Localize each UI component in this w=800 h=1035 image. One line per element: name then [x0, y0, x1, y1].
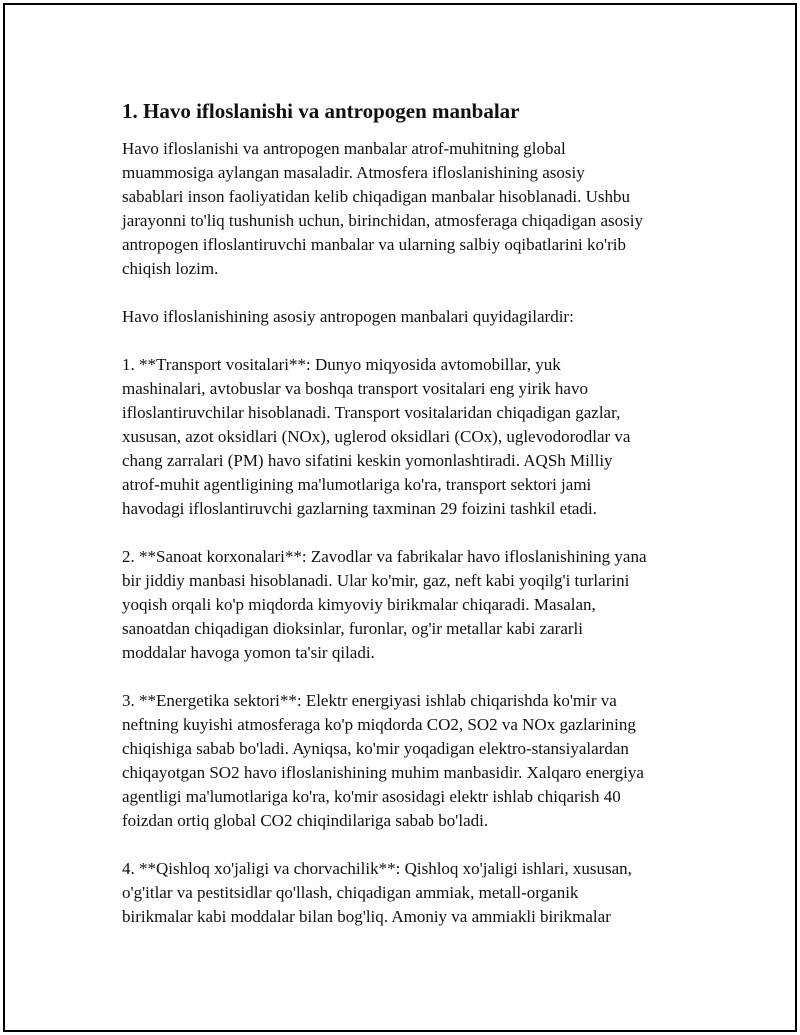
text-line: havodagi ifloslantiruvchi gazlarning taxminan 29 foizini tashkil etadi. [122, 499, 597, 518]
paragraph [122, 689, 702, 833]
text-line: chiqayotgan SO2 havo ifloslanishining muhim manbasidir. Xalqaro energiya [122, 763, 644, 782]
document-body [122, 97, 702, 953]
text-line: o'g'itlar va pestitsidlar qo'llash, chiqadigan ammiak, metall-organik [122, 883, 579, 902]
text-line: antropogen ifloslantiruvchi manbalar va ularning salbiy oqibatlarini ko'rib [122, 235, 626, 254]
text-line: xususan, azot oksidlari (NOx), uglerod oksidlari (COx), uglevodorodlar va [122, 427, 631, 446]
text-line: 2. **Sanoat korxonalari**: Zavodlar va fabrikalar havo ifloslanishining yana [122, 547, 647, 566]
text-line: bir jiddiy manbasi hisoblanadi. Ular ko'mir, gaz, neft kabi yoqilg'i turlarini [122, 571, 630, 590]
document-page [3, 3, 797, 1032]
text-line: mashinalari, avtobuslar va boshqa transport vositalari eng yirik havo [122, 379, 588, 398]
text-line: yoqish orqali ko'p miqdorda kimyoviy birikmalar chiqaradi. Masalan, [122, 595, 596, 614]
text-line: Havo ifloslanishi va antropogen manbalar atrof-muhitning global [122, 139, 566, 158]
text-line: ifloslantiruvchilar hisoblanadi. Transport vositalaridan chiqadigan gazlar, [122, 403, 621, 422]
text-line: 4. **Qishloq xo'jaligi va chorvachilik**: Qishloq xo'jaligi ishlari, xususan, [122, 859, 632, 878]
text-line: muammosiga aylangan masaladir. Atmosfera ifloslanishining asosiy [122, 163, 585, 182]
text-line: atrof-muhit agentligining ma'lumotlariga ko'ra, transport sektori jami [122, 475, 592, 494]
text-line: Havo ifloslanishining asosiy antropogen manbalari quyidagilardir: [122, 307, 574, 326]
text-line: chiqish lozim. [122, 259, 219, 278]
paragraph [122, 353, 702, 521]
text-line: jarayonni to'liq tushunish uchun, birinchidan, atmosferaga chiqadigan asosiy [122, 211, 643, 230]
paragraph-container [122, 137, 702, 929]
text-line: sabablari inson faoliyatidan kelib chiqadigan manbalar hisoblanadi. Ushbu [122, 187, 630, 206]
paragraph [122, 857, 702, 929]
text-line: 3. **Energetika sektori**: Elektr energiyasi ishlab chiqarishda ko'mir va [122, 691, 617, 710]
paragraph [122, 305, 702, 329]
text-line: neftning kuyishi atmosferaga ko'p miqdorda CO2, SO2 va NOx gazlarining [122, 715, 636, 734]
text-line: moddalar havoga yomon ta'sir qiladi. [122, 643, 375, 662]
text-line: 1. **Transport vositalari**: Dunyo miqyosida avtomobillar, yuk [122, 355, 561, 374]
paragraph [122, 545, 702, 665]
text-line: birikmalar kabi moddalar bilan bog'liq. Amoniy va ammiakli birikmalar [122, 907, 611, 926]
text-line: foizdan ortiq global CO2 chiqindilariga sabab bo'ladi. [122, 811, 489, 830]
section-heading: 1. Havo ifloslanishi va antropogen manbalar [122, 99, 520, 123]
text-line: chiqishiga sabab bo'ladi. Ayniqsa, ko'mir yoqadigan elektro-stansiyalardan [122, 739, 629, 758]
text-line: sanoatdan chiqadigan dioksinlar, furonlar, og'ir metallar kabi zararli [122, 619, 584, 638]
paragraph [122, 137, 702, 281]
text-line: agentligi ma'lumotlariga ko'ra, ko'mir asosidagi elektr ishlab chiqarish 40 [122, 787, 621, 806]
text-line: chang zarralari (PM) havo sifatini keskin yomonlashtiradi. AQSh Milliy [122, 451, 613, 470]
